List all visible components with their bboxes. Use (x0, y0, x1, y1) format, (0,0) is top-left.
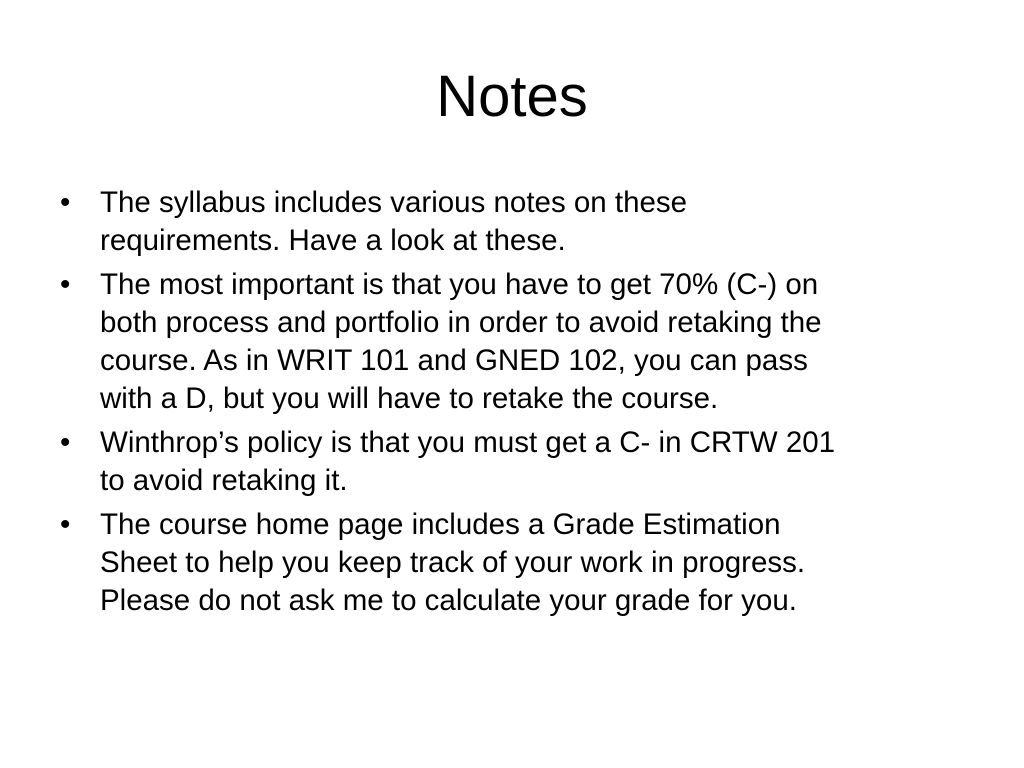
bullet-item-grade-estimation (60, 506, 970, 620)
bullet-icon: • (60, 186, 71, 219)
bullet-text: The course home page includes a Grade Estimation Sheet to help you keep track of your work in progress. Please do not ask me to calculate your grade for you. (100, 508, 806, 617)
bullet-text: The syllabus includes various notes on these requirements. Have a look at these. (100, 186, 688, 257)
bullet-item-syllabus-notes (60, 184, 970, 260)
bullet-icon: • (60, 426, 71, 459)
bullet-item-winthrop-policy (60, 424, 970, 500)
bullet-list (60, 184, 970, 626)
bullet-icon: • (60, 508, 71, 541)
bullet-text: The most important is that you have to get 70% (C-) on both process and portfolio in order to avoid retaking the course. As in WRIT 101 and GNED 102, you can pass with a D, but you will have to retake the course. (100, 268, 822, 415)
slide-title: Notes (436, 64, 588, 129)
bullet-item-grade-requirement (60, 266, 970, 418)
bullet-icon: • (60, 268, 71, 301)
bullet-text: Winthrop’s policy is that you must get a C- in CRTW 201 to avoid retaking it. (100, 426, 836, 497)
